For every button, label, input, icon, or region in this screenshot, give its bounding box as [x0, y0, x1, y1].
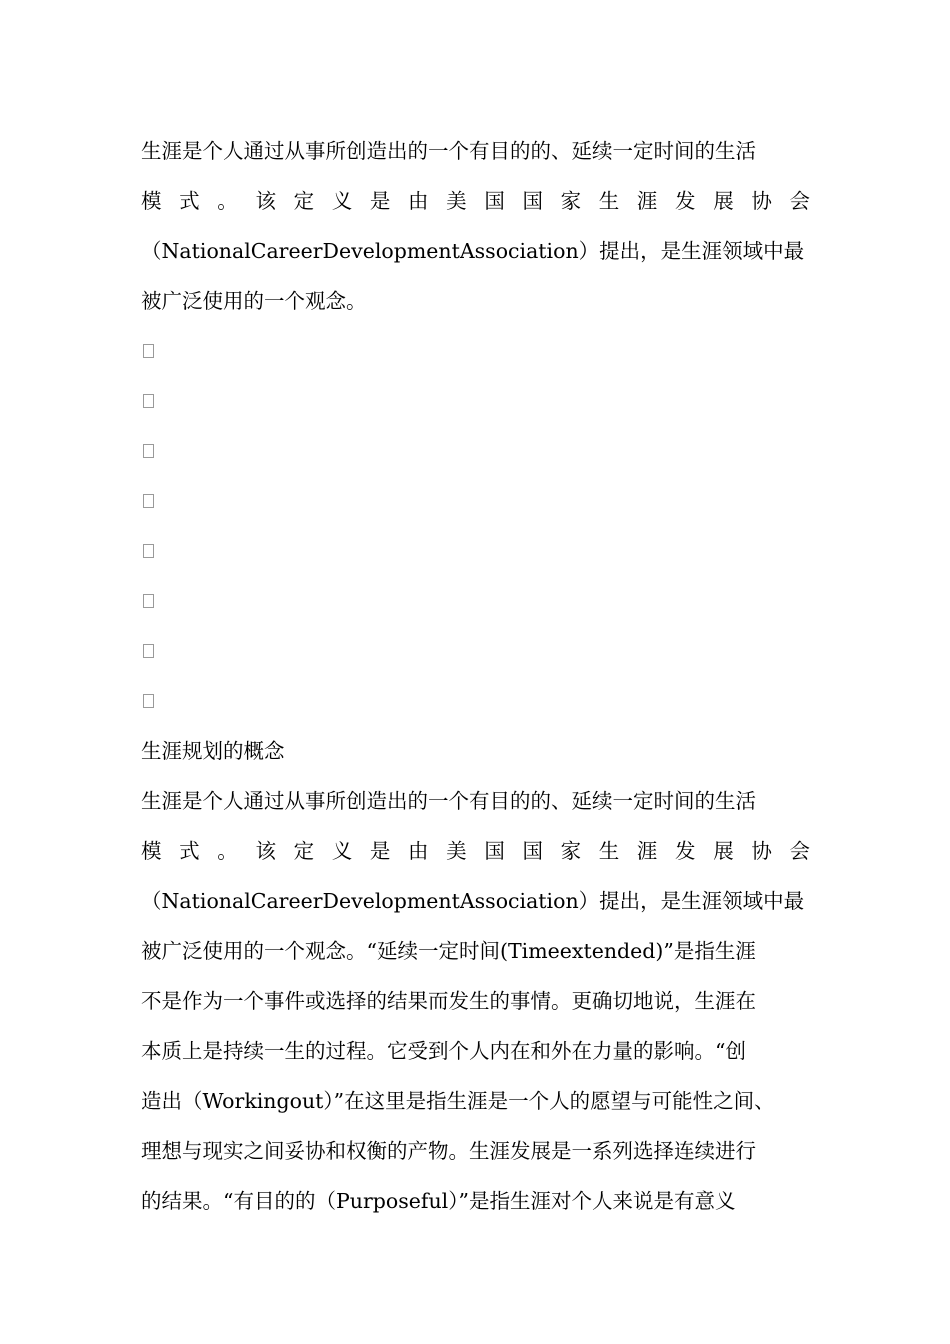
paragraph-2-line: 模 式 。 该 定 义 是 由 美 国 国 家 生 涯 发 展 协 会 — [141, 839, 810, 863]
box-glyph-icon — [143, 544, 154, 558]
paragraph-2-line: 被广泛使用的一个观念。“延续一定时间(Timeextended)”是指生涯 — [141, 939, 756, 963]
section-heading: 生涯规划的概念 — [141, 739, 285, 763]
paragraph-1-line: 被广泛使用的一个观念。 — [141, 289, 367, 313]
document-page — [141, 126, 810, 1226]
paragraph-2-line: 理想与现实之间妥协和权衡的产物。生涯发展是一系列选择连续进行 — [141, 1139, 756, 1163]
paragraph-1-line: 生涯是个人通过从事所创造出的一个有目的的、延续一定时间的生活 — [141, 139, 756, 163]
placeholder-row — [141, 376, 810, 426]
box-glyph-icon — [143, 694, 154, 708]
placeholder-row — [141, 626, 810, 676]
paragraph-2-line: 造出（Workingout）”在这里是指生涯是一个人的愿望与可能性之间、 — [141, 1089, 775, 1113]
paragraph-2-line: 不是作为一个事件或选择的结果而发生的事情。更确切地说，生涯在 — [141, 989, 756, 1013]
box-glyph-icon — [143, 394, 154, 408]
box-glyph-icon — [143, 644, 154, 658]
placeholder-row — [141, 526, 810, 576]
paragraph-1-line: （NationalCareerDevelopmentAssociation）提出，是生涯领域中最 — [141, 239, 805, 263]
box-glyph-icon — [143, 494, 154, 508]
paragraph-2-line: 的结果。“有目的的（Purposeful）”是指生涯对个人来说是有意义 — [141, 1189, 736, 1213]
paragraph-2-line: 本质上是持续一生的过程。它受到个人内在和外在力量的影响。“创 — [141, 1039, 746, 1063]
paragraph-1 — [141, 126, 810, 326]
box-glyph-icon — [143, 344, 154, 358]
paragraph-2-line: （NationalCareerDevelopmentAssociation）提出，是生涯领域中最 — [141, 889, 805, 913]
placeholder-box-list — [141, 326, 810, 726]
paragraph-2 — [141, 776, 810, 1226]
box-glyph-icon — [143, 444, 154, 458]
placeholder-row — [141, 476, 810, 526]
placeholder-row — [141, 676, 810, 726]
placeholder-row — [141, 326, 810, 376]
paragraph-2-line: 生涯是个人通过从事所创造出的一个有目的的、延续一定时间的生活 — [141, 789, 756, 813]
placeholder-row — [141, 576, 810, 626]
box-glyph-icon — [143, 594, 154, 608]
placeholder-row — [141, 426, 810, 476]
paragraph-1-line: 模 式 。 该 定 义 是 由 美 国 国 家 生 涯 发 展 协 会 — [141, 189, 810, 213]
